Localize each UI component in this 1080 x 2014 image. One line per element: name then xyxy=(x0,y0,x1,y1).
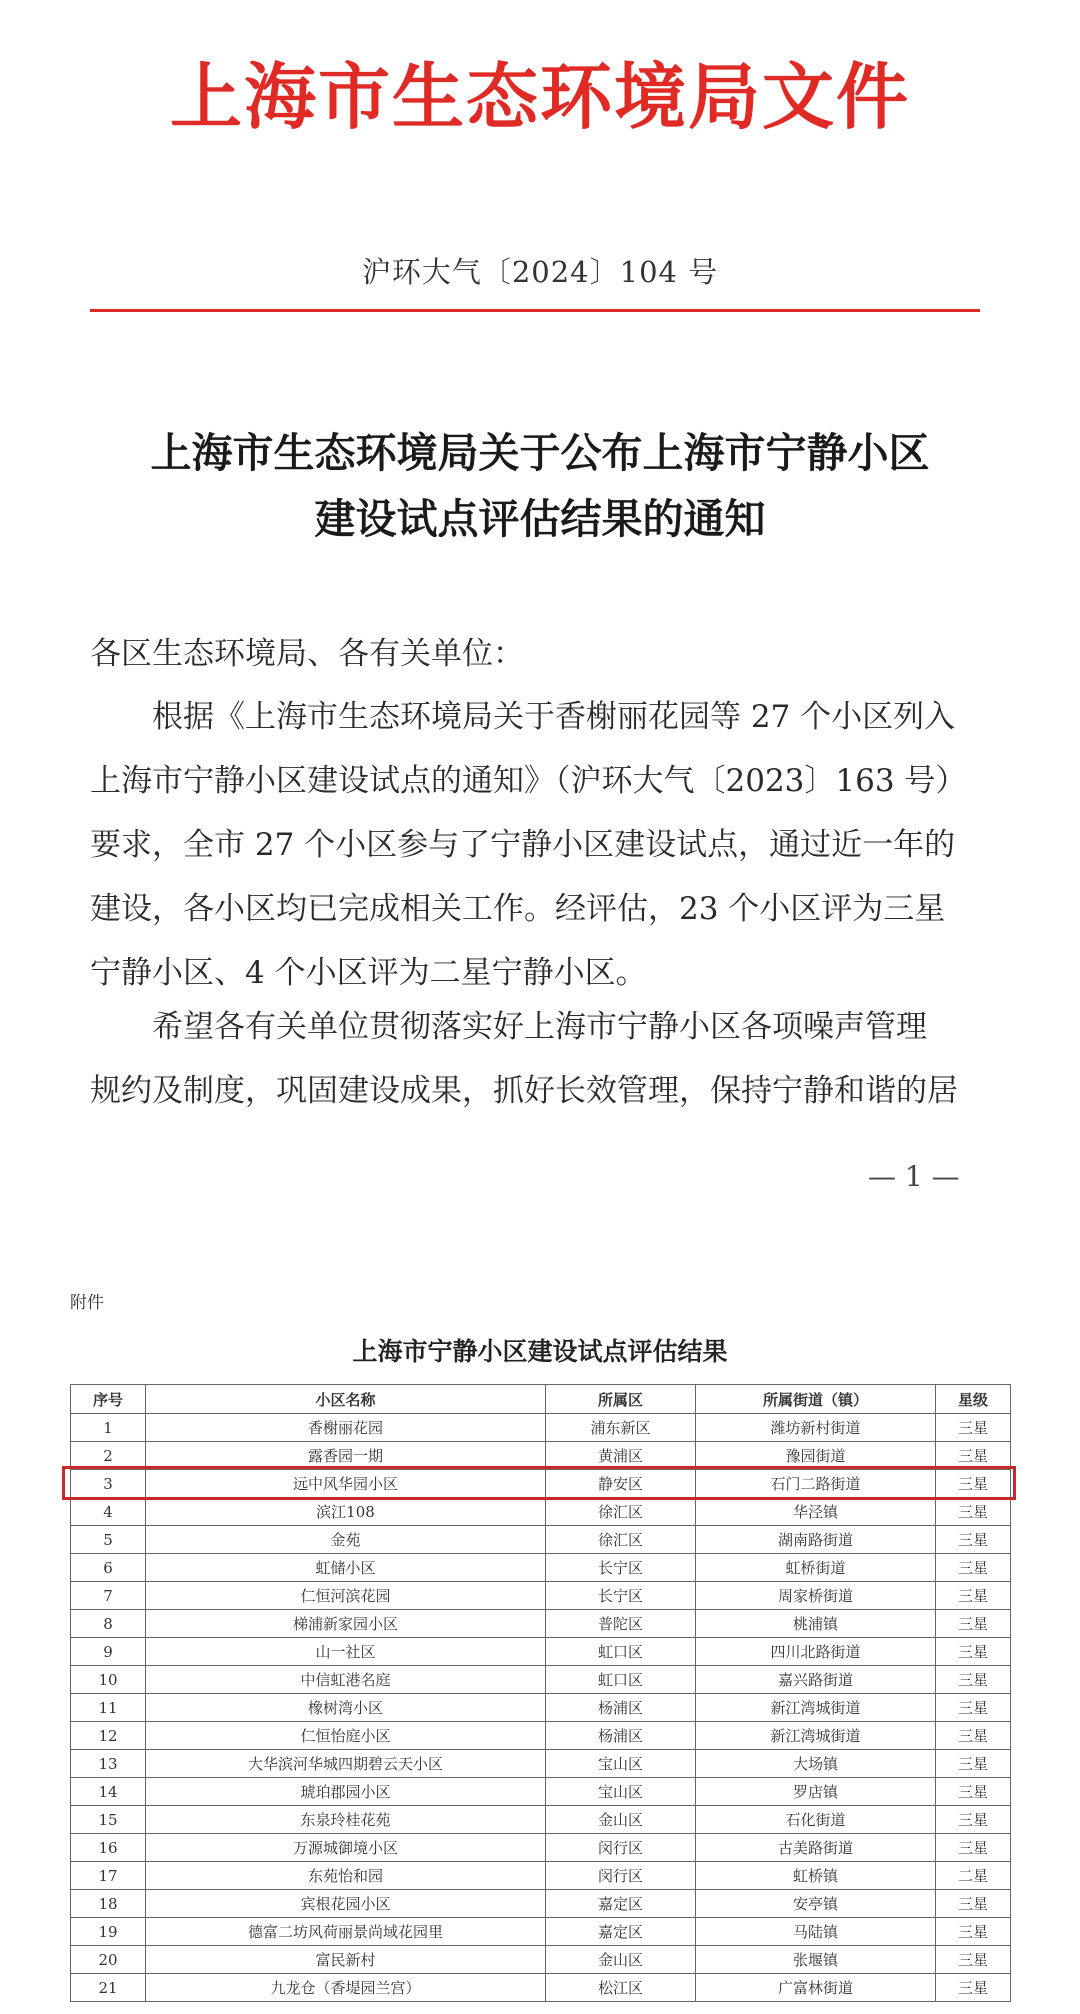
cell-star: 三星 xyxy=(936,1554,1011,1582)
cell-street: 虹桥镇 xyxy=(696,1862,936,1890)
cell-street: 广富林街道 xyxy=(696,1974,936,2002)
cell-street: 大场镇 xyxy=(696,1750,936,1778)
cell-star: 三星 xyxy=(936,1666,1011,1694)
paragraph-line: 根据《上海市生态环境局关于香榭丽花园等 27 个小区列入 xyxy=(152,699,956,735)
cell-no: 21 xyxy=(71,1974,146,2002)
cell-district: 闵行区 xyxy=(546,1862,696,1890)
paragraph-line: 宁静小区、4 个小区评为二星宁静小区。 xyxy=(90,955,647,991)
cell-no: 18 xyxy=(71,1890,146,1918)
cell-district: 浦东新区 xyxy=(546,1414,696,1442)
cell-district: 虹口区 xyxy=(546,1638,696,1666)
table-row xyxy=(71,1834,1011,1862)
table-row xyxy=(71,1778,1011,1806)
cell-street: 潍坊新村街道 xyxy=(696,1414,936,1442)
cell-district: 徐汇区 xyxy=(546,1526,696,1554)
cell-street: 华泾镇 xyxy=(696,1498,936,1526)
cell-no: 16 xyxy=(71,1834,146,1862)
table-row xyxy=(71,1722,1011,1750)
table-row xyxy=(71,1806,1011,1834)
cell-district: 宝山区 xyxy=(546,1778,696,1806)
cell-star: 三星 xyxy=(936,1918,1011,1946)
table-row xyxy=(71,1554,1011,1582)
notice-title-line: 上海市生态环境局关于公布上海市宁静小区 xyxy=(150,429,930,477)
paragraph-1 xyxy=(90,685,982,1005)
table-row xyxy=(71,1974,1011,2002)
cell-no: 15 xyxy=(71,1806,146,1834)
cell-name: 仁恒怡庭小区 xyxy=(146,1722,546,1750)
cell-name: 滨江108 xyxy=(146,1498,546,1526)
cell-no: 1 xyxy=(71,1414,146,1442)
cell-star: 三星 xyxy=(936,1470,1011,1498)
cell-name: 宾根花园小区 xyxy=(146,1890,546,1918)
cell-street: 豫园街道 xyxy=(696,1442,936,1470)
cell-name: 中信虹港名庭 xyxy=(146,1666,546,1694)
cell-street: 四川北路街道 xyxy=(696,1638,936,1666)
cell-street: 马陆镇 xyxy=(696,1918,936,1946)
header-street: 所属街道（镇） xyxy=(696,1385,936,1414)
cell-star: 三星 xyxy=(936,1442,1011,1470)
cell-name: 虹储小区 xyxy=(146,1554,546,1582)
cell-no: 11 xyxy=(71,1694,146,1722)
table-row xyxy=(71,1414,1011,1442)
table-row xyxy=(71,1890,1011,1918)
cell-no: 4 xyxy=(71,1498,146,1526)
cell-name: 金苑 xyxy=(146,1526,546,1554)
cell-star: 三星 xyxy=(936,1890,1011,1918)
table-row xyxy=(71,1862,1011,1890)
cell-district: 黄浦区 xyxy=(546,1442,696,1470)
table-header-row xyxy=(71,1385,1011,1414)
cell-district: 普陀区 xyxy=(546,1610,696,1638)
paragraph-line: 上海市宁静小区建设试点的通知》（沪环大气〔2023〕163 号） xyxy=(90,763,967,799)
cell-no: 10 xyxy=(71,1666,146,1694)
cell-no: 12 xyxy=(71,1722,146,1750)
cell-district: 宝山区 xyxy=(546,1750,696,1778)
cell-no: 9 xyxy=(71,1638,146,1666)
header-name: 小区名称 xyxy=(146,1385,546,1414)
cell-district: 徐汇区 xyxy=(546,1498,696,1526)
cell-star: 三星 xyxy=(936,1974,1011,2002)
cell-star: 三星 xyxy=(936,1946,1011,1974)
paragraph-line: 规约及制度，巩固建设成果，抓好长效管理，保持宁静和谐的居 xyxy=(90,1073,958,1109)
table-row xyxy=(71,1526,1011,1554)
cell-street: 虹桥街道 xyxy=(696,1554,936,1582)
cell-no: 6 xyxy=(71,1554,146,1582)
paragraph-line: 希望各有关单位贯彻落实好上海市宁静小区各项噪声管理 xyxy=(152,1009,927,1045)
cell-name: 德富二坊风荷丽景尚域花园里 xyxy=(146,1918,546,1946)
cell-district: 松江区 xyxy=(546,1974,696,2002)
table-row xyxy=(71,1946,1011,1974)
cell-district: 长宁区 xyxy=(546,1554,696,1582)
cell-district: 杨浦区 xyxy=(546,1694,696,1722)
header-district: 所属区 xyxy=(546,1385,696,1414)
cell-star: 二星 xyxy=(936,1862,1011,1890)
paragraph-line: 要求，全市 27 个小区参与了宁静小区建设试点，通过近一年的 xyxy=(90,827,956,863)
cell-star: 三星 xyxy=(936,1694,1011,1722)
cell-no: 8 xyxy=(71,1610,146,1638)
cell-district: 闵行区 xyxy=(546,1834,696,1862)
cell-star: 三星 xyxy=(936,1722,1011,1750)
cell-star: 三星 xyxy=(936,1526,1011,1554)
cell-name: 梯浦新家园小区 xyxy=(146,1610,546,1638)
cell-name: 琥珀郡园小区 xyxy=(146,1778,546,1806)
cell-no: 14 xyxy=(71,1778,146,1806)
cell-name: 仁恒河滨花园 xyxy=(146,1582,546,1610)
cell-district: 虹口区 xyxy=(546,1666,696,1694)
table-row xyxy=(71,1694,1011,1722)
cell-star: 三星 xyxy=(936,1610,1011,1638)
table-row xyxy=(71,1750,1011,1778)
cell-no: 20 xyxy=(71,1946,146,1974)
cell-no: 3 xyxy=(71,1470,146,1498)
cell-street: 嘉兴路街道 xyxy=(696,1666,936,1694)
cell-street: 石门二路街道 xyxy=(696,1470,936,1498)
cell-star: 三星 xyxy=(936,1582,1011,1610)
cell-no: 5 xyxy=(71,1526,146,1554)
notice-title-line: 建设试点评估结果的通知 xyxy=(314,495,766,543)
cell-name: 香榭丽花园 xyxy=(146,1414,546,1442)
cell-name: 山一社区 xyxy=(146,1638,546,1666)
cell-name: 橡树湾小区 xyxy=(146,1694,546,1722)
cell-street: 罗店镇 xyxy=(696,1778,936,1806)
cell-star: 三星 xyxy=(936,1834,1011,1862)
cell-street: 新江湾城街道 xyxy=(696,1694,936,1722)
header-no: 序号 xyxy=(71,1385,146,1414)
cell-street: 周家桥街道 xyxy=(696,1582,936,1610)
cell-name: 大华滨河华城四期碧云天小区 xyxy=(146,1750,546,1778)
cell-street: 湖南路街道 xyxy=(696,1526,936,1554)
cell-star: 三星 xyxy=(936,1638,1011,1666)
cell-name: 九龙仓（香堤园兰宫） xyxy=(146,1974,546,2002)
paragraph-line: 建设，各小区均已完成相关工作。经评估，23 个小区评为三星 xyxy=(90,891,946,927)
cell-name: 富民新村 xyxy=(146,1946,546,1974)
table-row xyxy=(71,1666,1011,1694)
cell-no: 17 xyxy=(71,1862,146,1890)
cell-district: 嘉定区 xyxy=(546,1918,696,1946)
cell-star: 三星 xyxy=(936,1806,1011,1834)
paragraph-2 xyxy=(90,995,982,1123)
salutation: 各区生态环境局、各有关单位： xyxy=(90,636,524,672)
table-row xyxy=(71,1610,1011,1638)
cell-no: 19 xyxy=(71,1918,146,1946)
red-divider xyxy=(90,309,980,312)
cell-street: 张堰镇 xyxy=(696,1946,936,1974)
cell-star: 三星 xyxy=(936,1750,1011,1778)
cell-street: 安亭镇 xyxy=(696,1890,936,1918)
notice-title xyxy=(0,420,1080,552)
cell-district: 长宁区 xyxy=(546,1582,696,1610)
cell-name: 露香园一期 xyxy=(146,1442,546,1470)
cell-street: 古美路街道 xyxy=(696,1834,936,1862)
table-row xyxy=(71,1918,1011,1946)
cell-district: 静安区 xyxy=(546,1470,696,1498)
page-number: — 1 — xyxy=(868,1160,960,1193)
cell-street: 新江湾城街道 xyxy=(696,1722,936,1750)
attachment-label: 附件 xyxy=(70,1293,104,1313)
cell-star: 三星 xyxy=(936,1498,1011,1526)
table-row xyxy=(71,1638,1011,1666)
cell-no: 2 xyxy=(71,1442,146,1470)
header-star: 星级 xyxy=(936,1385,1011,1414)
document-number: 沪环大气〔2024〕104 号 xyxy=(361,255,719,289)
cell-district: 嘉定区 xyxy=(546,1890,696,1918)
table-row xyxy=(71,1582,1011,1610)
cell-star: 三星 xyxy=(936,1778,1011,1806)
highlight-box xyxy=(62,1466,1016,1500)
cell-name: 东苑怡和园 xyxy=(146,1862,546,1890)
table-row xyxy=(71,1498,1011,1526)
cell-name: 东泉玲桂花苑 xyxy=(146,1806,546,1834)
cell-district: 金山区 xyxy=(546,1946,696,1974)
cell-no: 7 xyxy=(71,1582,146,1610)
cell-district: 杨浦区 xyxy=(546,1722,696,1750)
document-masthead: 上海市生态环境局文件 xyxy=(169,55,910,139)
cell-district: 金山区 xyxy=(546,1806,696,1834)
table-title: 上海市宁静小区建设试点评估结果 xyxy=(352,1337,728,1366)
cell-street: 石化街道 xyxy=(696,1806,936,1834)
cell-name: 万源城御境小区 xyxy=(146,1834,546,1862)
cell-no: 13 xyxy=(71,1750,146,1778)
cell-street: 桃浦镇 xyxy=(696,1610,936,1638)
cell-name: 远中风华园小区 xyxy=(146,1470,546,1498)
cell-star: 三星 xyxy=(936,1414,1011,1442)
